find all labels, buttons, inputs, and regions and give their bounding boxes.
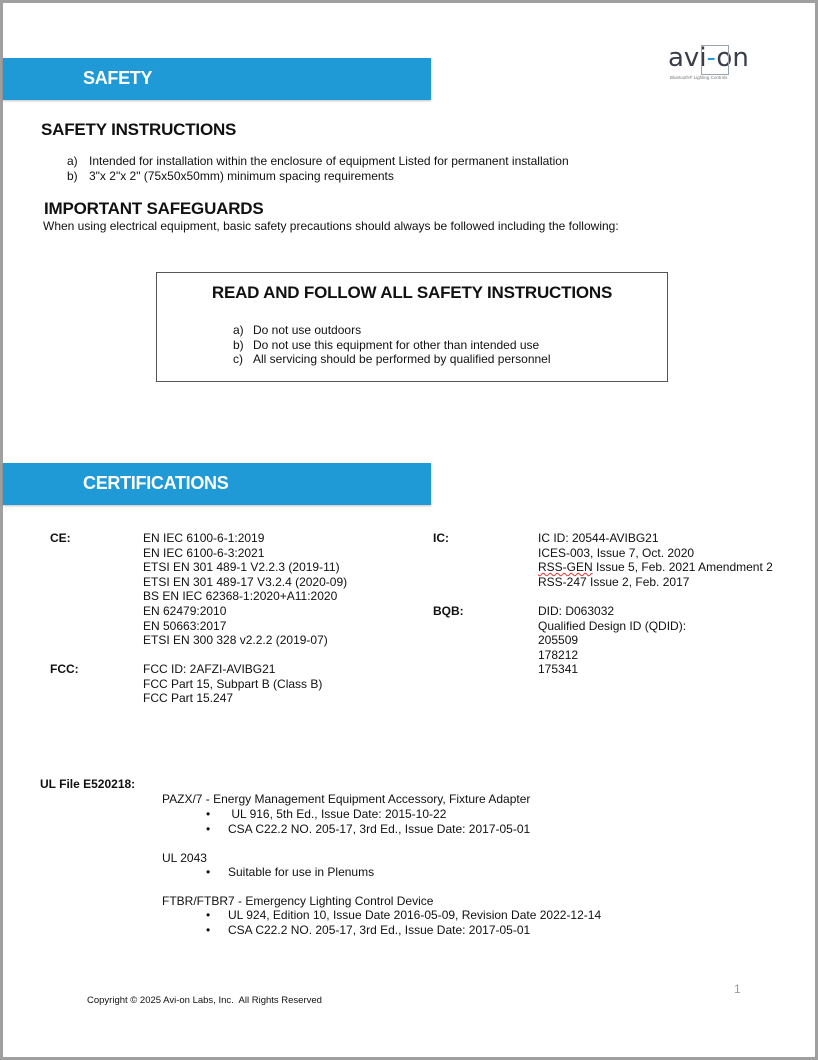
safety-notice-title: READ AND FOLLOW ALL SAFETY INSTRUCTIONS xyxy=(211,283,613,302)
fcc-label: FCC: xyxy=(50,662,79,676)
logo-dash: - xyxy=(706,43,717,73)
list-item: • UL 916, 5th Ed., Issue Date: 2015-10-22 xyxy=(206,807,447,821)
ul-group-ul2043-title: UL 2043 xyxy=(162,851,207,865)
safety-notice-list xyxy=(233,323,551,367)
ul-group-pazx-bullets xyxy=(206,807,530,837)
ul-file-label: UL File E520218: xyxy=(40,777,136,791)
bullet-icon: • xyxy=(206,923,211,937)
safety-instructions-list xyxy=(67,154,569,183)
bqb-values: DID: D063032 Qualified Design ID (QDID): 205509 178212 175341 xyxy=(538,604,687,677)
avi-on-logo xyxy=(668,43,750,93)
ul-group-ftbr-title: FTBR/FTBR7 - Emergency Lighting Control Device xyxy=(162,894,434,908)
safety-instructions-heading: SAFETY INSTRUCTIONS xyxy=(41,120,237,139)
logo-tagline: Bluetooth® Lighting Controls xyxy=(670,75,728,80)
logo-word-avi: avi xyxy=(668,43,707,73)
safety-banner-title: SAFETY xyxy=(83,68,153,88)
ul-group-ftbr-bullets xyxy=(206,908,601,938)
important-safeguards-heading: IMPORTANT SAFEGUARDS xyxy=(44,199,264,218)
ce-label: CE: xyxy=(50,531,71,545)
safety-banner xyxy=(3,58,431,100)
safety-notice-box xyxy=(156,272,668,382)
ul-group-ul2043-bullets xyxy=(206,865,374,880)
bqb-label: BQB: xyxy=(433,604,464,618)
logo-word-on: on xyxy=(716,43,749,73)
rss-gen-line: RSS-GEN Issue 5, Feb. 2021 Amendment 2 xyxy=(538,560,773,575)
document-page xyxy=(3,3,815,1057)
logo-frame-icon xyxy=(701,45,729,75)
bullet-icon: • xyxy=(206,865,211,879)
list-item: • CSA C22.2 NO. 205-17, 3rd Ed., Issue Date: 2017-05-01 xyxy=(206,822,531,836)
bullet-icon: • xyxy=(206,822,211,836)
page-number: 1 xyxy=(734,982,741,996)
ce-values: EN IEC 6100-6-1:2019 EN IEC 6100-6-3:2021 ETSI EN 301 489-1 V2.2.3 (2019-11) ETSI EN 301 489-17 V3.2.4 (2020-09) BS EN IEC 62368-1:2020+A11:2020 EN 62479:2010 EN 50663:2017 ETSI EN 300 328 v2.2.2 (2019-07) xyxy=(143,531,348,648)
list-item: • UL 924, Edition 10, Issue Date 2016-05-09, Revision Date 2022-12-14 xyxy=(206,908,602,922)
certifications-banner-title: CERTIFICATIONS xyxy=(83,473,229,493)
list-item: a) Do not use outdoors xyxy=(233,323,362,337)
spellcheck-flagged-word: RSS-GEN xyxy=(538,560,593,575)
list-item: c) All servicing should be performed by qualified personnel xyxy=(233,352,551,366)
copyright-footer: Copyright © 2025 Avi-on Labs, Inc. All Rights Reserved xyxy=(87,995,322,1006)
list-item: • CSA C22.2 NO. 205-17, 3rd Ed., Issue Date: 2017-05-01 xyxy=(206,923,531,937)
list-item: a) Intended for installation within the enclosure of equipment Listed for permanent installation xyxy=(67,154,569,168)
ic-values: IC ID: 20544-AVIBG21 ICES-003, Issue 7, Oct. 2020 RSS-GEN Issue 5, Feb. 2021 Amendment 2 RSS-247 Issue 2, Feb. 2017 xyxy=(538,531,773,589)
list-item: • Suitable for use in Plenums xyxy=(206,865,375,879)
ic-label: IC: xyxy=(433,531,449,545)
fcc-values: FCC ID: 2AFZI-AVIBG21 FCC Part 15, Subpart B (Class B) FCC Part 15.247 xyxy=(143,662,323,706)
list-item: b) 3"x 2"x 2" (75x50x50mm) minimum spacing requirements xyxy=(67,168,394,183)
ul-group-pazx-title: PAZX/7 - Energy Management Equipment Accessory, Fixture Adapter xyxy=(162,792,531,806)
bullet-icon: • xyxy=(206,807,211,821)
list-item: b) Do not use this equipment for other than intended use xyxy=(233,337,540,352)
safeguards-intro: When using electrical equipment, basic safety precautions should always be followed including the following: xyxy=(43,219,619,233)
bullet-icon: • xyxy=(206,908,211,922)
certifications-banner xyxy=(3,463,431,505)
